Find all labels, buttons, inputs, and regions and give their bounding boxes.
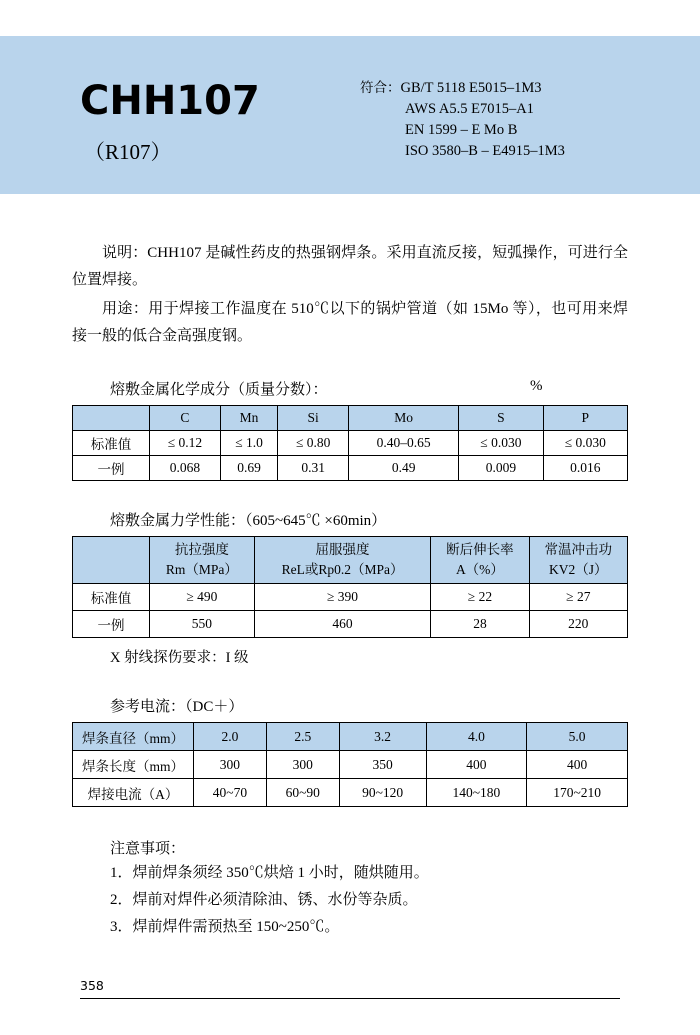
description-paragraph: 说明：CHH107 是碱性药皮的热强钢焊条。采用直流反接，短弧操作，可进行全位置焊接。 [72, 245, 628, 288]
chem-col-0 [73, 406, 150, 431]
usage-paragraph: 用途：用于焊接工作温度在 510℃以下的锅炉管道（如 15Mo 等），也可用来焊接一般的低合金高强度钢。 [72, 301, 628, 344]
chem-r1-c1: 0.068 [150, 456, 221, 481]
chem-table-wrap [72, 405, 700, 481]
standards-line-1 [360, 78, 660, 99]
cur-r1-c3: 350 [339, 751, 426, 779]
mech-table-wrap [72, 536, 700, 638]
standards-line-4 [360, 141, 660, 162]
mech-r1-c3: 28 [431, 611, 529, 638]
page-title: CHH107 [80, 78, 260, 124]
page-number: 358 [80, 978, 104, 993]
mech-col-3 [431, 537, 529, 584]
chem-unit: % [530, 378, 543, 394]
mech-r1-c4: 220 [529, 611, 627, 638]
chem-section-title [110, 378, 700, 399]
chem-r0-c6: ≤ 0.030 [543, 431, 627, 456]
table-row [73, 779, 628, 807]
chem-col-4: Mo [349, 406, 459, 431]
current-section-title: 参考电流：（DC＋） [110, 699, 244, 715]
chem-col-6: P [543, 406, 627, 431]
chem-r1-c2: 0.69 [220, 456, 277, 481]
cur-r2-c3: 90~120 [339, 779, 426, 807]
table-row [73, 751, 628, 779]
mech-r0-c1: ≥ 490 [150, 584, 255, 611]
cur-r0-c2: 2.5 [266, 723, 339, 751]
chem-r1-c6: 0.016 [543, 456, 627, 481]
chem-r1-c0: 一例 [73, 456, 150, 481]
chem-r1-c4: 0.49 [349, 456, 459, 481]
chem-col-1: C [150, 406, 221, 431]
chem-col-2: Mn [220, 406, 277, 431]
mech-col-2 [254, 537, 430, 584]
standard-3: ISO 3580–B – E4915–1M3 [405, 143, 565, 159]
document-content [0, 194, 700, 941]
mech-col-1-line1: 抗拉强度 [174, 542, 229, 557]
list-item: 1．焊前焊条须经 350℃烘焙 1 小时，随烘随用。 [110, 865, 429, 881]
table-header-row [73, 723, 628, 751]
cur-r0-c1: 2.0 [194, 723, 267, 751]
table-header-row [73, 537, 628, 584]
cur-r2-c5: 170~210 [527, 779, 628, 807]
standards-line-3 [360, 120, 660, 141]
chem-r0-c2: ≤ 1.0 [220, 431, 277, 456]
chem-r1-c5: 0.009 [459, 456, 543, 481]
chem-r0-c0: 标准值 [73, 431, 150, 456]
mech-r0-c3: ≥ 22 [431, 584, 529, 611]
standards-label: 符合： [360, 80, 401, 96]
list-item: 3．焊前焊件需预热至 150~250℃。 [110, 919, 340, 935]
table-row [73, 611, 628, 638]
mech-col-2-line1: 屈服强度 [315, 542, 370, 557]
mech-col-4 [529, 537, 627, 584]
mech-col-4-line1: 常温冲击功 [544, 542, 613, 557]
mech-col-4-line2: KV2（J） [549, 562, 608, 577]
standard-0: GB/T 5118 E5015–1M3 [400, 80, 542, 96]
chem-r0-c4: 0.40–0.65 [349, 431, 459, 456]
mech-r1-c1: 550 [150, 611, 255, 638]
footer-divider [80, 998, 620, 999]
table-header-row [73, 406, 628, 431]
chem-r0-c1: ≤ 0.12 [150, 431, 221, 456]
chemical-composition-table [72, 405, 628, 481]
product-subtitle: （R107） [84, 140, 172, 164]
mech-col-0 [73, 537, 150, 584]
mech-col-2-line2: ReL或Rp0.2（MPa） [281, 562, 404, 577]
mech-col-3-line2: A（%） [455, 562, 504, 577]
cur-r0-c3: 3.2 [339, 723, 426, 751]
mech-col-3-line1: 断后伸长率 [446, 542, 514, 557]
cur-r1-c5: 400 [527, 751, 628, 779]
notes-title: 注意事项： [110, 841, 186, 857]
header-band [0, 36, 700, 194]
mech-r1-c2: 460 [254, 611, 430, 638]
mech-r0-c2: ≥ 390 [254, 584, 430, 611]
chem-col-5: S [459, 406, 543, 431]
chem-r0-c5: ≤ 0.030 [459, 431, 543, 456]
current-table-wrap [72, 722, 700, 807]
mech-section-title: 熔敷金属力学性能：（605~645℃ ×60min） [110, 513, 387, 529]
mech-r0-c4: ≥ 27 [529, 584, 627, 611]
notes-list [110, 860, 700, 941]
mechanical-properties-table [72, 536, 628, 638]
cur-r1-c2: 300 [266, 751, 339, 779]
cur-r1-c4: 400 [426, 751, 527, 779]
mech-col-1-line2: Rm（MPa） [165, 562, 238, 577]
xray-note: X 射线探伤要求：I 级 [110, 650, 249, 666]
standards-line-2 [360, 99, 660, 120]
cur-r1-c0: 焊条长度（mm） [73, 751, 194, 779]
list-item: 2．焊前对焊件必须清除油、锈、水份等杂质。 [110, 892, 418, 908]
table-row [73, 456, 628, 481]
cur-r2-c2: 60~90 [266, 779, 339, 807]
chem-title-text: 熔敷金属化学成分（质量分数）： [110, 382, 328, 398]
chem-r1-c3: 0.31 [278, 456, 349, 481]
cur-r2-c4: 140~180 [426, 779, 527, 807]
standards-block [360, 78, 660, 162]
standard-1: AWS A5.5 E7015–A1 [405, 101, 534, 117]
cur-r2-c0: 焊接电流（A） [73, 779, 194, 807]
cur-r0-c5: 5.0 [527, 723, 628, 751]
chem-r0-c3: ≤ 0.80 [278, 431, 349, 456]
reference-current-table [72, 722, 628, 807]
cur-r2-c1: 40~70 [194, 779, 267, 807]
mech-r1-c0: 一例 [73, 611, 150, 638]
cur-r0-c0: 焊条直径（mm） [73, 723, 194, 751]
table-row [73, 584, 628, 611]
standard-2: EN 1599 – E Mo B [405, 122, 518, 138]
chem-col-3: Si [278, 406, 349, 431]
mech-col-1 [150, 537, 255, 584]
mech-r0-c0: 标准值 [73, 584, 150, 611]
cur-r0-c4: 4.0 [426, 723, 527, 751]
table-row [73, 431, 628, 456]
cur-r1-c1: 300 [194, 751, 267, 779]
